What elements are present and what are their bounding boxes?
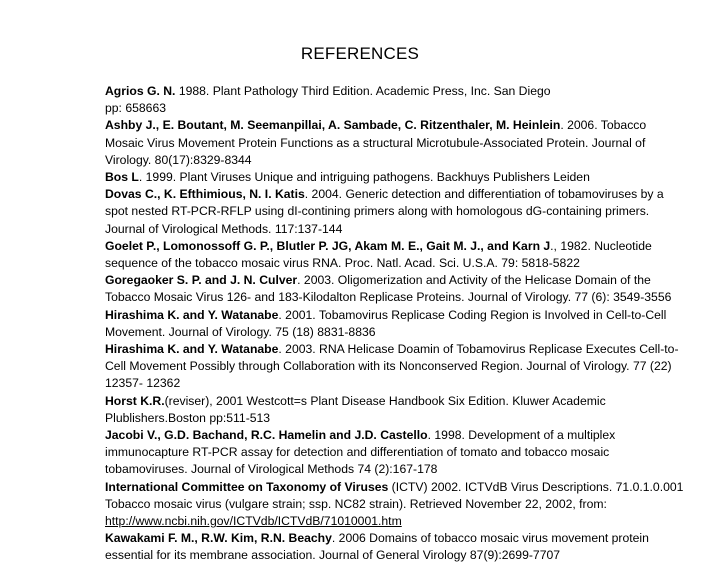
reference-item <box>105 427 685 479</box>
reference-author: Bos L <box>105 170 139 185</box>
reference-text: . 2006 Domains of tobacco mosaic virus movement protein essential for its membrane association. Journal of General Virology 87(9):2699-7707 <box>105 531 649 563</box>
reference-item <box>105 341 685 393</box>
page-title: REFERENCES <box>300 44 420 63</box>
reference-list <box>105 83 685 565</box>
reference-text: 1988. Plant Pathology Third Edition. Academic Press, Inc. San Diego <box>175 84 551 98</box>
reference-item <box>105 479 685 531</box>
reference-item <box>105 169 685 186</box>
reference-author: Hirashima K. and Y. Watanabe <box>105 307 279 322</box>
reference-text: . 2003. Oligomerization and Activity of the Helicase Domain of the Tobacco Mosaic Virus 126- and 183-Kilodalton Replicase Proteins. Journal of Virology. 77 (6): 3549-3556 <box>105 273 672 305</box>
reference-item <box>105 530 685 564</box>
reference-text: ., 1982. Nucleotide sequence of the tobacco mosaic virus RNA. Proc. Natl. Acad. Sci. U.S.A. 79: 5818-5822 <box>105 238 652 271</box>
reference-author: Goregaoker S. P. and J. N. Culver <box>105 273 298 288</box>
reference-author: Jacobi V., G.D. Bachand, R.C. Hamelin and J.D. Castello <box>105 428 428 443</box>
reference-text: (ICTV) 2002. ICTVdB Virus Descriptions. 71.0.1.0.001 Tobacco mosaic virus (vulgare strain; ssp. NC82 strain). Retrieved November 22, 2002, from: <box>105 479 684 511</box>
reference-text: . 2006. Tobacco Mosaic Virus Movement Protein Functions as a structural Microtubule-Associated Protein. Journal of Virology. 80(17):8329-8344 <box>105 118 647 167</box>
reference-author: Dovas C., K. Efthimious, N. I. Katis <box>105 187 305 202</box>
reference-author: Agrios G. N. <box>105 84 176 98</box>
reference-item <box>105 117 685 169</box>
reference-author: Hirashima K. and Y. Watanabe <box>105 342 279 357</box>
reference-author: Ashby J., E. Boutant, M. Seemanpillai, A. Sambade, C. Ritzenthaler, M. Heinlein <box>105 118 561 133</box>
reference-text: (reviser), 2001 Westcott=s Plant Disease Handbook Six Edition. Kluwer Academic Plublishers.Boston pp:511-513 <box>105 393 606 425</box>
reference-item <box>105 83 685 117</box>
reference-text: . 1998. Development of a multiplex immunocapture RT-PCR assay for detection and differentiation of tomato and tobacco mosaic tobamoviruses. Journal of Virological Methods 74 (2):167-178 <box>105 428 616 477</box>
reference-item <box>105 307 685 341</box>
reference-item <box>105 393 685 427</box>
reference-text: . 2004. Generic detection and differentiation of tobamoviruses by a spot nested RT-PCR-RFLP using dI-contining primers along with homologous dG-containing primers. Journal of Virological Methods. 117:137-144 <box>105 187 664 236</box>
reference-author: Kawakami F. M., R.W. Kim, R.N. Beachy <box>105 531 332 546</box>
reference-item <box>105 272 685 306</box>
reference-text: . 1999. Plant Viruses Unique and intriguing pathogens. Backhuys Publishers Leiden <box>138 170 590 185</box>
reference-author: Goelet P., Lomonossoff G. P., Blutler P. JG, Akam M. E., Gait M. J., and Karn J <box>105 238 551 253</box>
reference-author: International Committee on Taxonomy of Viruses <box>105 479 389 494</box>
reference-item <box>105 238 685 272</box>
reference-text: . 2001. Tobamovirus Replicase Coding Region is Involved in Cell-to-Cell Movement. Journal of Virology. 75 (18) 8831-8836 <box>105 307 667 339</box>
reference-link[interactable]: http://www.ncbi.nih.gov/ICTVdb/ICTVdB/71010001.htm <box>105 514 402 529</box>
reference-pages: pp: 658663 <box>105 101 166 116</box>
reference-author: Horst K.R. <box>105 393 165 408</box>
reference-item <box>105 186 685 238</box>
reference-text: . 2003. RNA Helicase Doamin of Tobamovirus Replicase Executes Cell-to-Cell Movement Possibly through Collaboration with its Nonconserved Region. Journal of Virology. 77 (22) 12357- 12362 <box>105 342 679 391</box>
